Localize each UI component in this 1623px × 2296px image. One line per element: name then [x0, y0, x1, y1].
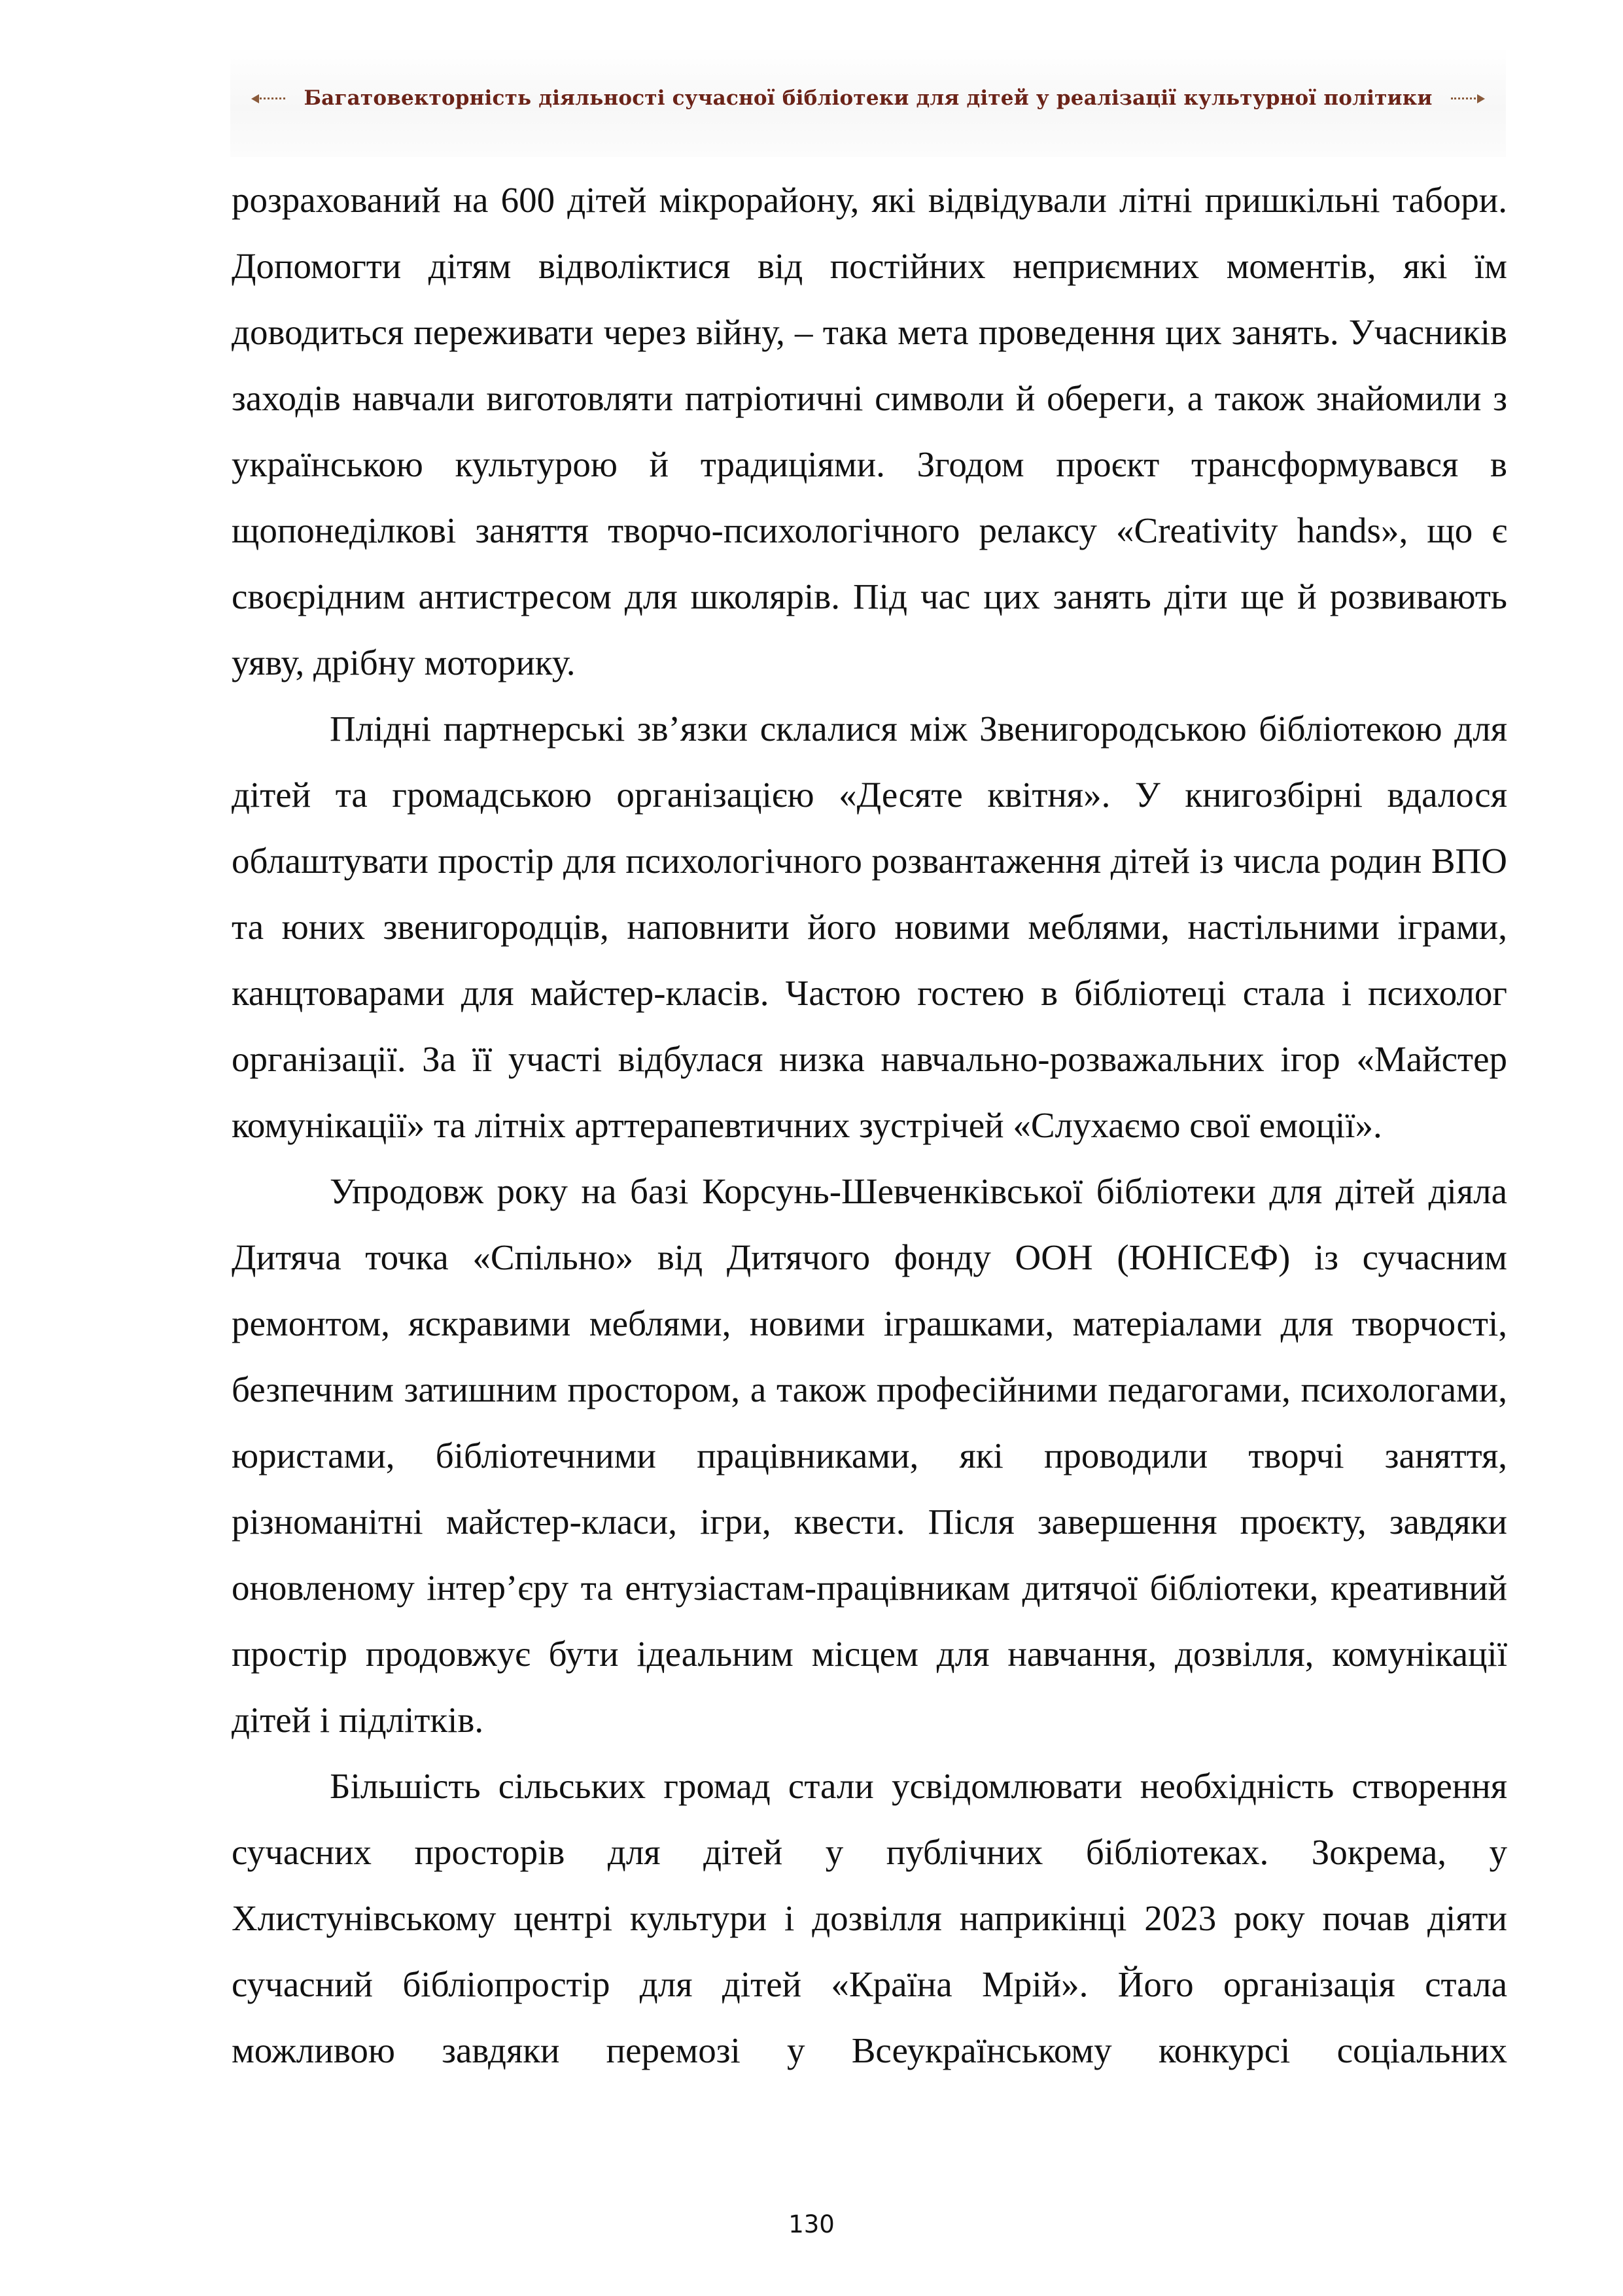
header-left-dotted-arrow: [256, 97, 285, 99]
header-right-dotted-arrow: [1451, 97, 1480, 99]
running-header: [230, 47, 1506, 157]
paragraph-2: Плідні партнерські зв’язки склалися між Звенигородською бібліотекою для дітей та громадською організацією «Десяте квітня». У книгозбірні вдалося облаштувати простір для психологічного розвантаження дітей із числа родин ВПО та юних звенигородців, наповнити його новими меблями, настільними іграми, канцтоварами для майстер-класів. Частою гостею в бібліотеці стала і психолог організації. За її участі відбулася низка навчально-розважальних ігор «Майстер комунікації» та літніх арттерапевтичних зустрічей «Слухаємо свої емоції».: [232, 709, 1507, 1145]
paragraph-3: Упродовж року на базі Корсунь-Шевченківської бібліотеки для дітей діяла Дитяча точка «Спільно» від Дитячого фонду ООН (ЮНІСЕФ) із сучасним ремонтом, яскравими меблями, новими іграшками, матеріалами для творчості, безпечним затишним простором, а також професійними педагогами, психологами, юристами, бібліотечними працівниками, які проводили творчі заняття, різноманітні майстер-класи, ігри, квести. Після завершення проєкту, завдяки оновленому інтер’єру та ентузіастам-працівникам дитячої бібліотеки, креативний простір продовжує бути ідеальним місцем для навчання, дозвілля, комунікації дітей і підлітків.: [232, 1171, 1507, 1740]
header-title: Багатовекторність діяльності сучасної бібліотеки для дітей у реалізації культурної політики: [304, 86, 1433, 110]
page-number: 130: [788, 2210, 835, 2238]
header-line: [256, 84, 1480, 113]
paragraph-1: розрахований на 600 дітей мікрорайону, які відвідували літні пришкільні табори. Допомогти дітям відволіктися від постійних неприємних моментів, які їм доводиться переживати через війну, – така мета проведення цих занять. Учасників заходів навчали виготовляти патріотичні символи й обереги, а також знайомили з українською культурою й традиціями. Згодом проєкт трансформувався в щопонеділкові заняття творчо-психологічного релаксу «Creativity hands», що є своєрідним антистресом для школярів. Під час цих занять діти ще й розвивають уяву, дрібну моторику.: [232, 180, 1507, 682]
paragraph-4: Більшість сільських громад стали усвідомлювати необхідність створення сучасних просторів для дітей у публічних бібліотеках. Зокрема, у Хлистунівському центрі культури і дозвілля наприкінці 2023 року почав діяти сучасний бібліопростір для дітей «Країна Мрій». Його організація стала можливою завдяки перемозі у Всеукраїнському конкурсі соціальних: [232, 1766, 1507, 2070]
body-text: [232, 167, 1507, 2083]
